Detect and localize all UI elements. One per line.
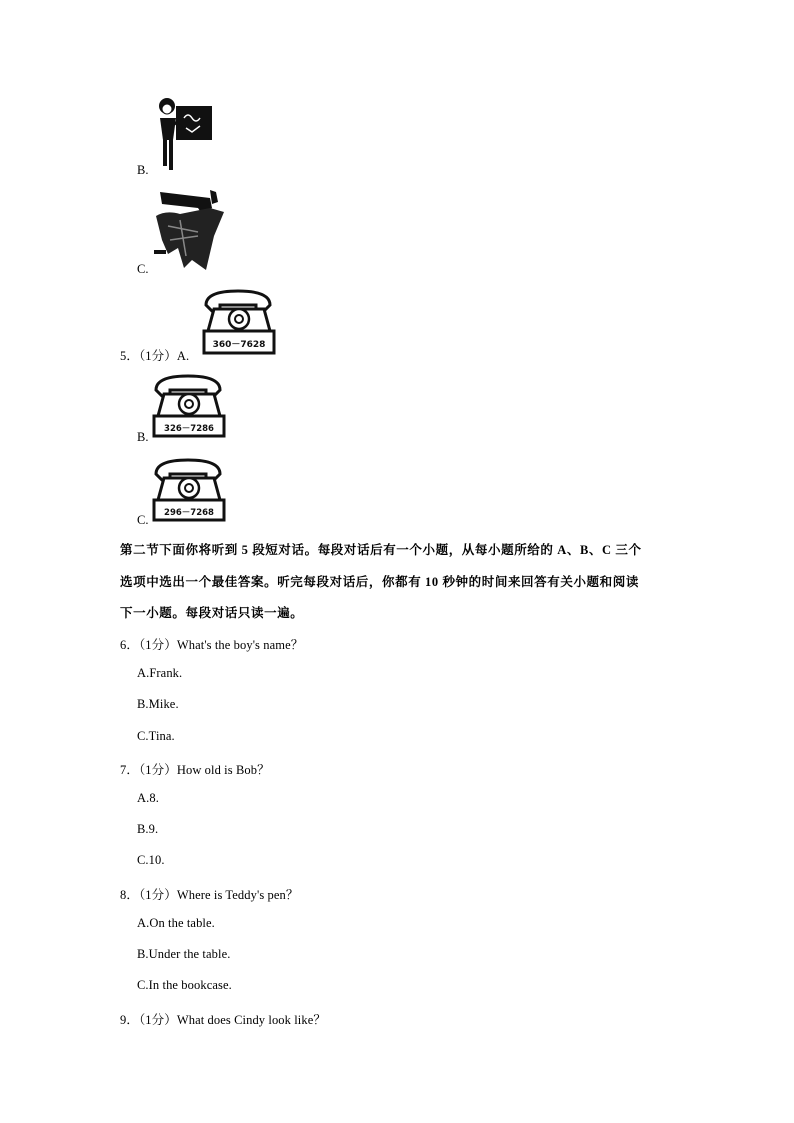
- q4-option-c-picture: [150, 186, 228, 272]
- q7-option-b[interactable]: B.9.: [137, 822, 159, 836]
- q8-prompt: 8．（1分）Where is Teddy's pen？: [120, 888, 299, 902]
- q4-option-b-label: B.: [137, 163, 149, 177]
- rotary-telephone-icon: [200, 287, 278, 357]
- q5-option-b-picture: [150, 372, 228, 440]
- section2-instructions-line2: 选项中选出一个最佳答案。听完每段对话后，你都有 10 秒钟的时间来回答有关小题和阅读: [120, 575, 639, 589]
- q6-option-a[interactable]: A.Frank.: [137, 666, 183, 680]
- section2-instructions-line3: 下一小题。每段对话只读一遍。: [120, 606, 304, 620]
- q7-option-c[interactable]: C.10.: [137, 853, 165, 867]
- rotary-telephone-icon: [150, 372, 228, 440]
- q5-option-a-picture: [200, 287, 278, 357]
- teacher-at-blackboard-picture: [150, 96, 216, 174]
- q9-prompt: 9．（1分）What does Cindy look like？: [120, 1013, 326, 1027]
- q5-option-c-picture: [150, 456, 228, 524]
- q6-option-c[interactable]: C.Tina.: [137, 729, 175, 743]
- q7-option-a[interactable]: A.8.: [137, 791, 159, 805]
- sewing-machine-picture: [150, 186, 228, 272]
- q7-prompt: 7．（1分）How old is Bob？: [120, 763, 270, 777]
- q6-option-b[interactable]: B.Mike.: [137, 697, 179, 711]
- q8-option-a[interactable]: A.On the table.: [137, 916, 215, 930]
- phone-number-c: 296－7268: [164, 508, 214, 518]
- q5-option-c-label: C.: [137, 513, 149, 527]
- rotary-telephone-icon: [150, 456, 228, 524]
- phone-number-a: 360－7628: [212, 340, 266, 350]
- q8-option-c[interactable]: C.In the bookcase.: [137, 978, 232, 992]
- q5-prompt: 5．（1分）A.: [120, 349, 190, 363]
- section2-instructions-line1: 第二节下面你将听到 5 段短对话。每段对话后有一个小题，从每小题所给的 A、B、C 三个: [120, 543, 642, 557]
- q6-prompt: 6．（1分）What's the boy's name？: [120, 638, 304, 652]
- phone-number-b: 326－7286: [164, 424, 214, 434]
- q4-option-b-picture: [150, 96, 216, 174]
- q5-option-b-label: B.: [137, 430, 149, 444]
- q8-option-b[interactable]: B.Under the table.: [137, 947, 231, 961]
- q4-option-c-label: C.: [137, 262, 149, 276]
